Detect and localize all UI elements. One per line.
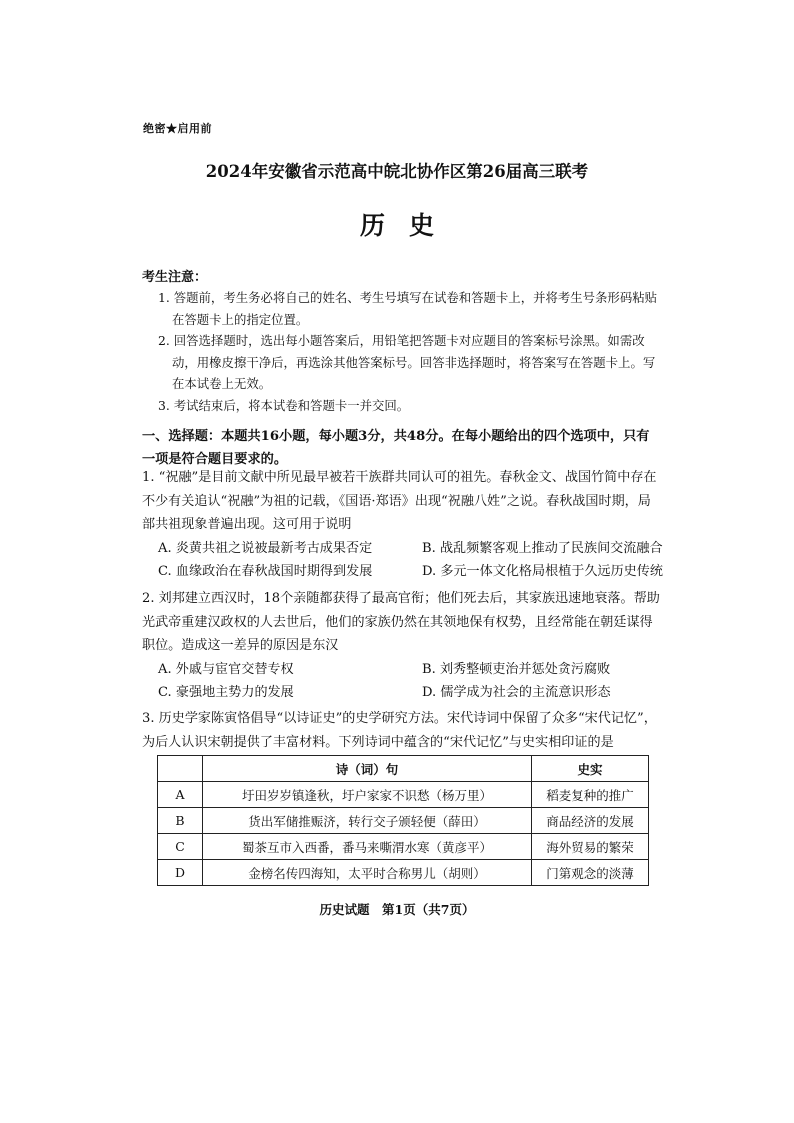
table-cell: B	[158, 808, 203, 834]
table-cell: 门第观念的淡薄	[532, 860, 649, 886]
notice-item: 2. 回答选择题时，选出每小题答案后，用铅笔把答题卡对应题目的答案标号涂黑。如需改动，用橡皮擦干净后，再选涂其他答案标号。回答非选择题时，将答案写在答题卡上。写在本试卷上无效。	[158, 333, 656, 391]
option-b: B. 刘秀整顿吏治并惩处贪污腐败	[422, 661, 611, 677]
subject-title: 历史	[359, 211, 458, 240]
option-a: A. 外戚与宦官交替专权	[158, 661, 294, 677]
table-cell: 货出军储推赈济，转行交子颁轻便（薛田）	[203, 808, 532, 834]
question-options	[142, 658, 662, 705]
table-header: 史实	[532, 756, 649, 782]
poetry-table	[157, 755, 649, 886]
table-cell: 海外贸易的繁荣	[532, 834, 649, 860]
question-stem: 3. 历史学家陈寅恪倡导“以诗证史”的史学研究方法。宋代诗词中保留了众多“宋代记忆”，为后人认识宋朝提供了丰富材料。下列诗词中蕴含的“宋代记忆”与史实相印证的是	[142, 711, 657, 750]
table-cell: 商品经济的发展	[532, 808, 649, 834]
table-row	[158, 860, 649, 886]
section-heading: 一、选择题：本题共16小题，每小题3分，共48分。在每小题给出的四个选项中，只有一项是符合题目要求的。	[142, 429, 650, 467]
question-1	[142, 466, 662, 584]
option-a: A. 炎黄共祖之说被最新考古成果否定	[158, 540, 373, 556]
confidential-mark: 绝密★启用前	[143, 122, 212, 135]
table-cell: 圩田岁岁镇逢秋，圩户家家不识愁（杨万里）	[203, 782, 532, 808]
table-cell: D	[158, 860, 203, 886]
question-options	[142, 537, 662, 584]
table-row	[158, 782, 649, 808]
question-2	[142, 587, 662, 705]
table-cell: 金榜名传四海知，太平时合称男儿（胡则）	[203, 860, 532, 886]
table-header-row	[158, 756, 649, 782]
table-cell: 蜀茶互市入西番，番马来嘶渭水寒（黄彦平）	[203, 834, 532, 860]
question-stem: 2. 刘邦建立西汉时，18个亲随都获得了最高官衔；他们死去后，其家族迅速地衰落。帮助光武帝重建汉政权的人去世后，他们的家族仍然在其领地保有权势，且经常能在朝廷谋得职位。造成这一差异的原因是东汉	[142, 591, 660, 653]
table-row	[158, 808, 649, 834]
table-cell: 稻麦复种的推广	[532, 782, 649, 808]
option-c: C. 豪强地主势力的发展	[158, 685, 294, 700]
option-d: D. 儒学成为社会的主流意识形态	[422, 685, 611, 700]
table-cell: C	[158, 834, 203, 860]
notice-item: 1. 答题前，考生务必将自己的姓名、考生号填写在试卷和答题卡上，并将考生号条形码粘贴在答题卡上的指定位置。	[158, 290, 657, 327]
page-footer: 历史试题 第1页（共7页）	[319, 902, 475, 917]
notice-list	[142, 287, 662, 416]
question-3	[142, 707, 662, 754]
table-cell: A	[158, 782, 203, 808]
table-row	[158, 834, 649, 860]
table-header: 诗（词）句	[203, 756, 532, 782]
notice-item: 3. 考试结束后，将本试卷和答题卡一并交回。	[158, 397, 410, 413]
notice-heading: 考生注意：	[142, 270, 208, 285]
option-d: D. 多元一体文化格局根植于久远历史传统	[422, 564, 663, 579]
table-header	[158, 756, 203, 782]
exam-title: 2024年安徽省示范高中皖北协作区第26届高三联考	[205, 162, 589, 181]
option-c: C. 血缘政治在春秋战国时期得到发展	[158, 564, 373, 579]
option-b: B. 战乱频繁客观上推动了民族间交流融合	[422, 540, 663, 556]
question-stem: 1. “祝融”是目前文献中所见最早被若干族群共同认可的祖先。春秋金文、战国竹简中存在不少有关追认“祝融”为祖的记载，《国语·郑语》出现“祝融八姓”之说。春秋战国时期，局部共祖现象普遍出现。这可用于说明	[142, 470, 657, 532]
